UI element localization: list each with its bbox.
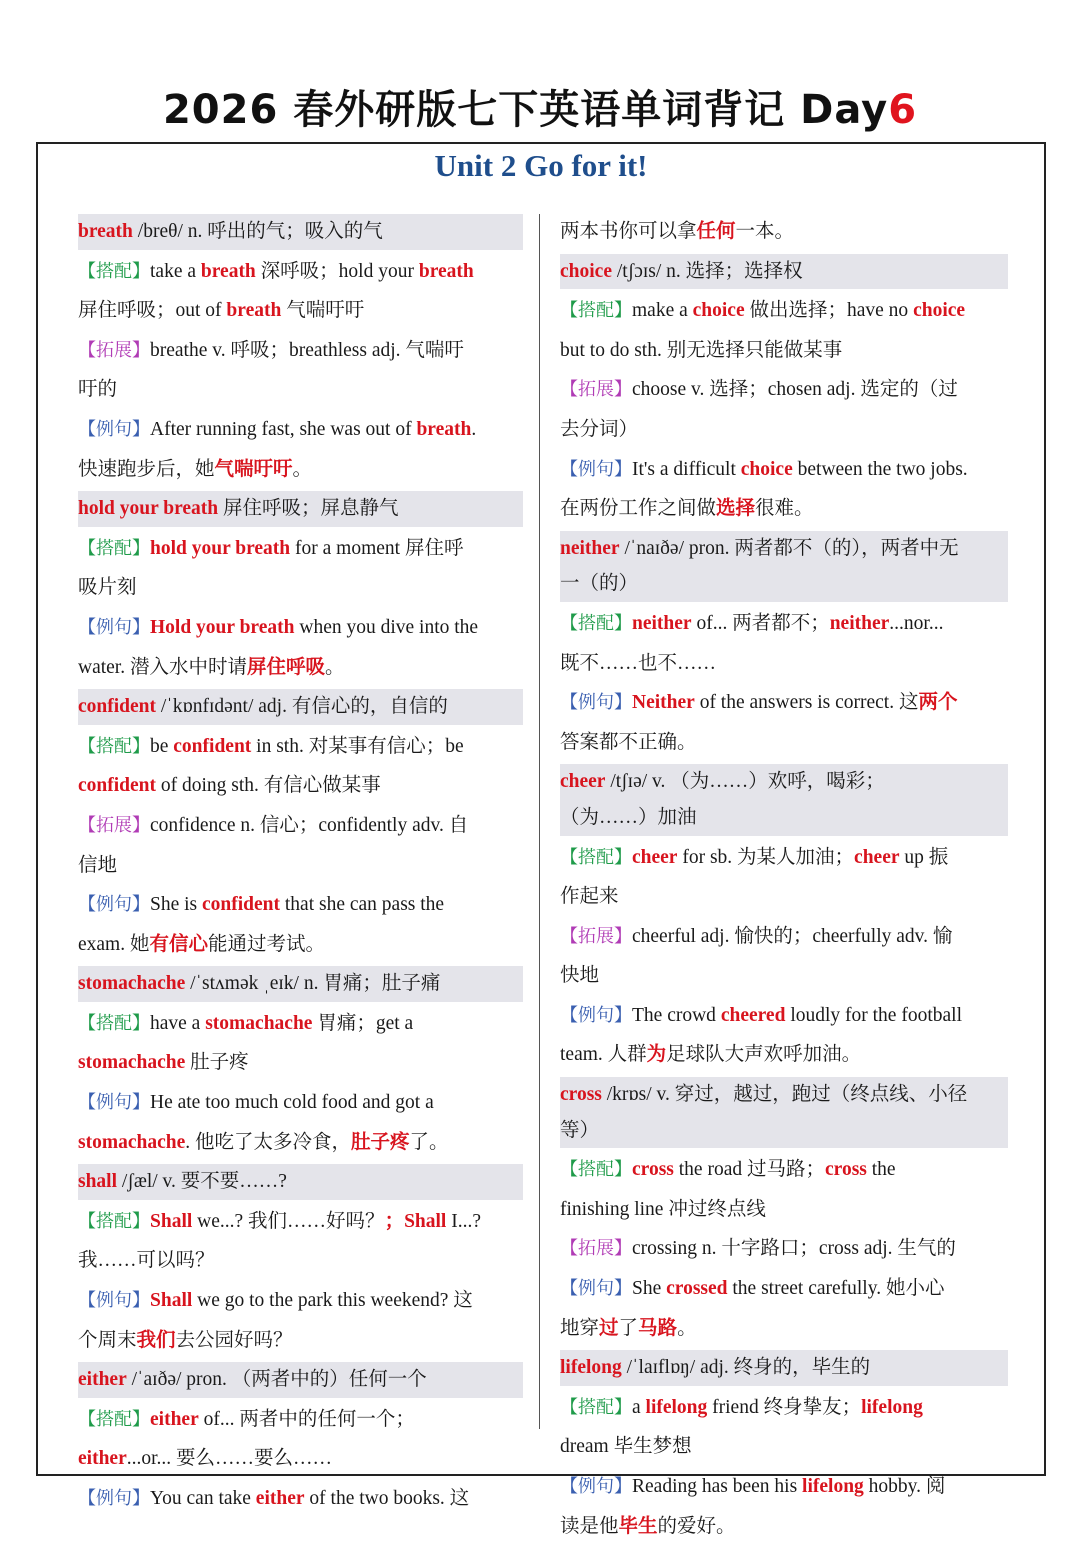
extension-tag: 【拓展】 — [78, 339, 150, 361]
example-line — [78, 610, 523, 646]
example-line — [560, 1037, 1008, 1073]
page-title-main: 2026 春外研版七下英语单词背记 Day — [162, 87, 889, 133]
keyword: choice — [740, 458, 793, 480]
definition-continued: 一（的） — [560, 573, 639, 595]
collocation-line — [78, 1243, 523, 1279]
definition: /ˈkɒnfɪdənt/ adj. 有信心的，自信的 — [156, 696, 448, 718]
text: I...? — [446, 1210, 482, 1232]
text: friend 终身挚友； — [707, 1396, 862, 1418]
text: You can take — [150, 1488, 256, 1509]
text: The crowd — [632, 1004, 721, 1026]
text: 去公园好吗？ — [175, 1329, 293, 1351]
collocation-line — [560, 1152, 1008, 1188]
keyword: Shall — [150, 1290, 193, 1312]
text: we...? 我们……好吗？ — [192, 1210, 385, 1232]
collocation-line — [78, 531, 523, 567]
entry-breath — [78, 214, 523, 487]
example-line — [78, 452, 523, 488]
text: She — [632, 1278, 667, 1300]
extension-line — [78, 808, 523, 844]
collocation-tag: 【搭配】 — [78, 1408, 150, 1430]
headword: shall — [78, 1171, 118, 1193]
text: cheerful adj. 愉快的；cheerfully adv. 愉 — [632, 925, 953, 947]
headword-row — [78, 689, 523, 725]
text: the — [866, 1159, 896, 1181]
keyword: 过 — [599, 1317, 619, 1339]
keyword: crossed — [666, 1278, 728, 1300]
text: for sb. 为某人加油； — [677, 846, 855, 868]
extension-line — [78, 848, 523, 884]
headword: cheer — [560, 771, 606, 793]
collocation-tag: 【搭配】 — [560, 1396, 632, 1418]
example-tag: 【例句】 — [560, 1476, 632, 1497]
text: 读是他 — [560, 1515, 619, 1537]
text: 做出选择；have no — [744, 300, 914, 322]
text: It's a difficult — [632, 458, 741, 480]
extension-line — [560, 1231, 1008, 1267]
keyword: breath — [418, 260, 474, 282]
keyword: 屏住呼吸 — [246, 656, 325, 678]
text: 。 — [325, 656, 345, 678]
headword: hold your breath — [78, 498, 219, 520]
collocation-tag: 【搭配】 — [78, 1012, 150, 1034]
entry-lifelong — [560, 1350, 1008, 1544]
headword: choice — [560, 260, 612, 282]
keyword: 选择 — [716, 498, 756, 520]
example-line — [560, 725, 1008, 761]
collocation-line — [560, 840, 1008, 876]
text: 答案都不正确。 — [560, 731, 697, 753]
example-line — [78, 1283, 523, 1319]
definition: 屏住呼吸；屏息静气 — [218, 498, 399, 520]
collocation-line — [560, 879, 1008, 915]
text: 在两份工作之间做 — [560, 498, 717, 520]
headword: either — [78, 1369, 127, 1391]
headword-row — [560, 1077, 1008, 1148]
headword-row — [560, 531, 1008, 602]
headword: confident — [78, 696, 156, 718]
text: in sth. 对某事有信心；be — [251, 735, 464, 757]
headword: stomachache — [78, 973, 186, 995]
collocation-line — [78, 1402, 523, 1438]
text: 深呼吸；hold your — [255, 260, 419, 282]
collocation-line — [560, 333, 1008, 369]
entry-neither — [560, 531, 1008, 761]
example-tag: 【例句】 — [78, 616, 150, 638]
text: 既不……也不…… — [560, 652, 717, 674]
text: 很难。 — [755, 498, 814, 520]
collocation-line — [78, 1006, 523, 1042]
extension-line — [560, 919, 1008, 955]
extension-line — [560, 372, 1008, 408]
entry-confident — [78, 689, 523, 962]
collocation-line — [560, 646, 1008, 682]
example-line — [560, 491, 1008, 527]
keyword: Shall — [150, 1210, 193, 1232]
keyword: lifelong — [861, 1396, 923, 1418]
text: 快地 — [560, 965, 600, 987]
headword-row — [78, 214, 523, 250]
extension-line — [560, 958, 1008, 994]
definition: /ˈlaɪflɒŋ/ adj. 终身的，毕生的 — [621, 1357, 871, 1379]
text: 胃痛；get a — [312, 1012, 414, 1034]
extension-tag: 【拓展】 — [560, 1238, 632, 1260]
text: confidence n. 信心；confidently adv. 自 — [150, 814, 469, 836]
text: the street carefully. 她小心 — [727, 1278, 945, 1300]
text: the road 过马路； — [673, 1159, 825, 1181]
text: crossing n. 十字路口；cross adj. 生气的 — [632, 1238, 956, 1260]
text: dream 毕生梦想 — [560, 1436, 692, 1458]
example-line — [560, 685, 1008, 721]
text: but to do sth. 别无选择只能做某事 — [560, 339, 843, 361]
example-line — [560, 1469, 1008, 1505]
headword: breath — [78, 221, 133, 242]
definition: /ˈnaɪðə/ pron. 两者都不（的），两者中无 — [619, 537, 959, 559]
keyword: neither — [829, 612, 890, 634]
keyword: 我们 — [136, 1329, 176, 1351]
example-line-continued — [560, 214, 1008, 250]
example-line — [560, 452, 1008, 488]
keyword: lifelong — [802, 1476, 864, 1497]
definition: /ʃæl/ v. 要不要……? — [117, 1171, 287, 1193]
collocation-tag: 【搭配】 — [78, 537, 150, 559]
keyword: either — [150, 1408, 199, 1430]
entry-cross — [560, 1077, 1008, 1346]
entry-choice — [560, 254, 1008, 527]
headword-row — [78, 1164, 523, 1200]
extension-line — [78, 372, 523, 408]
collocation-tag: 【搭配】 — [560, 300, 632, 322]
keyword: stomachache — [78, 1052, 186, 1074]
collocation-tag: 【搭配】 — [78, 260, 150, 282]
extension-tag: 【拓展】 — [560, 925, 632, 947]
text: have a — [150, 1012, 206, 1034]
keyword: stomachache — [78, 1131, 186, 1153]
definition: /ˈstʌmək ˌeɪk/ n. 胃痛；肚子痛 — [185, 973, 441, 995]
headword: lifelong — [560, 1357, 622, 1379]
collocation-tag: 【搭配】 — [560, 1159, 632, 1181]
keyword: cross — [632, 1159, 674, 1181]
collocation-line — [78, 768, 523, 804]
keyword: cross — [825, 1159, 867, 1181]
example-line — [78, 650, 523, 686]
text: up 振 — [899, 846, 949, 868]
headword-row — [560, 764, 1008, 835]
page-title-day-number: 6 — [888, 87, 918, 133]
definition: /krɒs/ v. 穿过，越过，跑过（终点线、小径 — [601, 1084, 968, 1106]
text: 能通过考试。 — [208, 933, 326, 955]
text: make a — [632, 300, 693, 322]
unit-title: Unit 2 Go for it! — [434, 148, 648, 183]
column-divider — [539, 214, 540, 1429]
text: loudly for the football — [785, 1004, 962, 1026]
text: ...nor... — [889, 612, 944, 634]
collocation-line — [78, 293, 523, 329]
extension-tag: 【拓展】 — [78, 814, 150, 836]
text: 屏住呼吸；out of — [78, 300, 227, 322]
page-title — [0, 78, 1080, 135]
collocation-line — [78, 570, 523, 606]
collocation-line — [560, 1429, 1008, 1465]
text: a — [632, 1396, 646, 1418]
collocation-line — [78, 254, 523, 290]
text: when you dive into the — [294, 616, 479, 638]
keyword: choice — [913, 300, 966, 322]
content-frame — [36, 142, 1046, 1537]
keyword: breath — [226, 300, 282, 322]
text: 信地 — [78, 854, 118, 876]
example-tag: 【例句】 — [78, 1092, 150, 1114]
example-tag: 【例句】 — [560, 692, 632, 714]
example-tag: 【例句】 — [560, 1278, 632, 1300]
headword-row — [78, 1362, 523, 1398]
example-line — [560, 1509, 1008, 1545]
text: 我……可以吗？ — [78, 1250, 215, 1272]
text: 肚子疼 — [185, 1052, 249, 1074]
text: take a — [150, 260, 201, 282]
example-tag: 【例句】 — [560, 458, 632, 480]
definition: /ˈaɪðə/ pron. （两者中的）任何一个 — [126, 1369, 427, 1391]
text: ...or... 要么……要么…… — [126, 1448, 333, 1470]
example-tag: 【例句】 — [78, 418, 150, 440]
text: 个周末 — [78, 1329, 137, 1351]
entry-stomachache — [78, 966, 523, 1160]
collocation-line — [560, 1192, 1008, 1228]
keyword: cheer — [854, 846, 900, 868]
text: choose v. 选择；chosen adj. 选定的（过 — [632, 379, 958, 401]
text: of the answers is correct. 这 — [694, 692, 919, 714]
definition: /tʃɔɪs/ n. 选择；选择权 — [611, 260, 803, 282]
text: 气喘吁吁 — [281, 300, 365, 322]
extension-line — [560, 412, 1008, 448]
example-line — [78, 927, 523, 963]
definition-continued: 等） — [560, 1119, 600, 1141]
text: She is — [150, 894, 203, 916]
text: of... 两者中的任何一个； — [198, 1408, 415, 1430]
keyword: 两个 — [918, 692, 958, 714]
collocation-tag: 【搭配】 — [78, 1210, 150, 1232]
text: be — [150, 735, 174, 757]
keyword: breath — [416, 418, 472, 440]
text: water. 潜入水中时请 — [78, 656, 247, 678]
example-line — [78, 1125, 523, 1161]
collocation-line — [560, 1390, 1008, 1426]
text: 的爱好。 — [657, 1515, 736, 1537]
collocation-line — [78, 729, 523, 765]
keyword: 马路 — [638, 1317, 678, 1339]
example-line — [78, 1085, 523, 1121]
text: of doing sth. 有信心做某事 — [156, 775, 381, 797]
text: breathe v. 呼吸；breathless adj. 气喘吁 — [150, 339, 464, 361]
example-line — [78, 412, 523, 448]
right-column — [560, 214, 1008, 1548]
entry-shall — [78, 1164, 523, 1358]
text: 快速跑步后，她 — [78, 458, 215, 480]
text: finishing line 冲过终点线 — [560, 1198, 766, 1220]
keyword: 为 — [646, 1044, 667, 1066]
keyword: confident — [173, 735, 252, 757]
collocation-line — [78, 1441, 523, 1477]
text: for a moment 屏住呼 — [290, 537, 464, 559]
text: we go to the park this weekend? 这 — [192, 1290, 473, 1312]
text: He ate too much cold food and got a — [150, 1092, 434, 1114]
collocation-line — [560, 606, 1008, 642]
text: 足球队大声欢呼加油。 — [666, 1044, 862, 1066]
text: that she can pass the — [280, 894, 445, 916]
collocation-line — [78, 1045, 523, 1081]
keyword: 任何 — [696, 221, 736, 242]
text: 地穿 — [560, 1317, 600, 1339]
text: Reading has been his — [632, 1476, 803, 1497]
keyword: confident — [78, 775, 156, 797]
keyword: Shall — [404, 1210, 447, 1232]
definition: /tʃɪə/ v. （为……）欢呼，喝彩； — [605, 771, 885, 793]
entry-either — [78, 1362, 523, 1516]
text: between the two jobs. — [792, 458, 968, 480]
text: 一本。 — [735, 221, 795, 242]
collocation-line — [560, 293, 1008, 329]
example-tag: 【例句】 — [78, 1488, 150, 1509]
keyword: either — [78, 1448, 127, 1470]
collocation-line — [78, 1204, 523, 1240]
text: 了 — [618, 1317, 639, 1339]
example-line — [78, 1481, 523, 1517]
definition: /breθ/ n. 呼出的气；吸入的气 — [132, 221, 383, 242]
text: team. 人群 — [560, 1044, 647, 1066]
text: 去分词） — [560, 418, 639, 440]
text: . — [471, 418, 477, 440]
example-line — [560, 1311, 1008, 1347]
headword-row — [560, 254, 1008, 290]
keyword: cheer — [632, 846, 678, 868]
text: 。 — [292, 458, 313, 480]
example-tag: 【例句】 — [78, 894, 150, 916]
keyword: cheered — [720, 1004, 786, 1026]
headword-row — [560, 1350, 1008, 1386]
definition-continued: （为……）加油 — [560, 806, 697, 828]
example-line — [560, 998, 1008, 1034]
keyword: 气喘吁吁 — [214, 458, 293, 480]
example-line — [78, 1323, 523, 1359]
headword-row — [78, 966, 523, 1002]
keyword: Neither — [632, 692, 695, 714]
text: After running fast, she was out of — [150, 418, 417, 440]
text: 作起来 — [560, 886, 619, 908]
keyword: lifelong — [645, 1396, 708, 1418]
extension-line — [78, 333, 523, 369]
keyword: choice — [692, 300, 745, 322]
example-line — [78, 887, 523, 923]
entry-cheer — [560, 764, 1008, 1073]
text: 。 — [677, 1317, 697, 1339]
keyword: hold your breath — [150, 537, 291, 559]
example-tag: 【例句】 — [560, 1004, 632, 1026]
text: 了。 — [409, 1131, 449, 1153]
separator: ； — [384, 1210, 405, 1232]
left-column — [78, 214, 523, 1521]
keyword: confident — [202, 894, 281, 916]
keyword: stomachache — [205, 1012, 313, 1034]
collocation-tag: 【搭配】 — [560, 612, 632, 634]
example-tag: 【例句】 — [78, 1290, 150, 1312]
text: hobby. 阅 — [863, 1476, 946, 1497]
headword: cross — [560, 1084, 602, 1106]
keyword: 毕生 — [618, 1515, 658, 1537]
headword-row — [78, 491, 523, 527]
keyword: neither — [632, 612, 692, 634]
keyword: 肚子疼 — [351, 1131, 410, 1153]
text: of the two books. 这 — [304, 1488, 470, 1509]
keyword: Hold your breath — [150, 616, 295, 638]
text: 两本书你可以拿 — [560, 221, 697, 242]
extension-tag: 【拓展】 — [560, 379, 632, 401]
text: 吁的 — [78, 379, 118, 401]
keyword: 有信心 — [149, 933, 208, 955]
headword: neither — [560, 537, 620, 559]
collocation-tag: 【搭配】 — [78, 735, 150, 757]
text: 吸片刻 — [78, 577, 137, 599]
text: . 他吃了太多冷食， — [185, 1131, 351, 1153]
keyword: either — [255, 1488, 305, 1509]
text: exam. 她 — [78, 933, 150, 955]
keyword: breath — [200, 260, 256, 282]
entry-hold-your-breath — [78, 491, 523, 685]
text: of... 两者都不； — [691, 612, 830, 634]
example-line — [560, 1271, 1008, 1307]
collocation-tag: 【搭配】 — [560, 846, 632, 868]
